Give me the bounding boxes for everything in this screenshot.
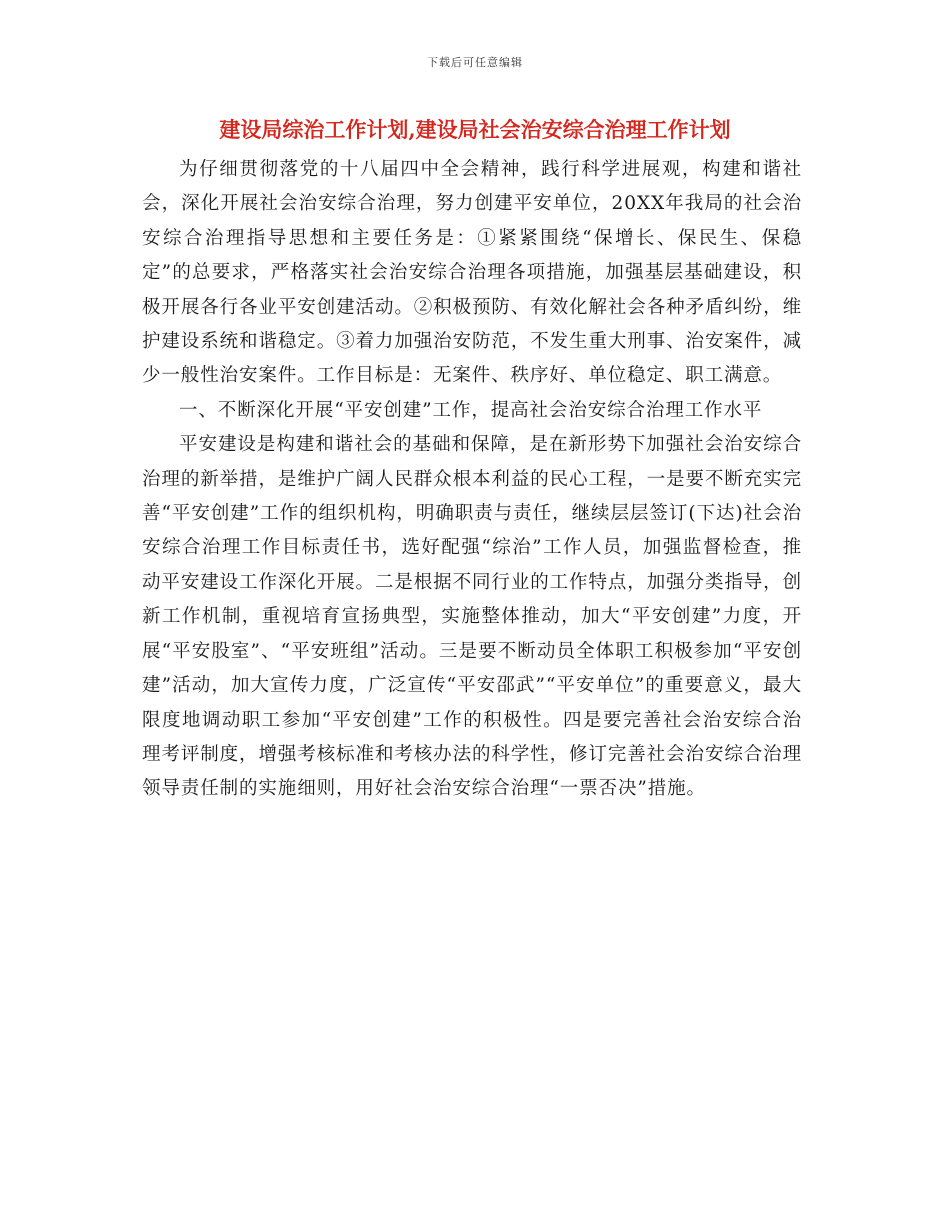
paragraph-section-1: 平安建设是构建和谐社会的基础和保障，是在新形势下加强社会治安综合治理的新举措，是维护广阔人民群众根本利益的民心工程，一是要不断充实完善“平安创建”工作的组织机构，明确职责与责任，继续层层签订(下达)社会治安综合治理工作目标责任书，选好配强“综治”工作人员，加强监督检查，推动平安建设工作深化开展。二是根据不同行业的工作特点，加强分类指导，创新工作机制，重视培育宣扬典型，实施整体推动，加大“平安创建”力度，开展“平安股室”、“平安班组”活动。三是要不断动员全体职工积极参加“平安创建”活动，加大宣传力度，广泛宣传“平安邵武”“平安单位”的重要意义，最大限度地调动职工参加“平安创建”工作的积极性。四是要完善社会治安综合治理考评制度，增强考核标准和考核办法的科学性，修订完善社会治安综合治理领导责任制的实施细则，用好社会治安综合治理“一票否决”措施。 (142, 434, 802, 800)
paragraph-intro: 为仔细贯彻落党的十八届四中全会精神，践行科学进展观，构建和谐社会，深化开展社会治安综合治理，努力创建平安单位，20XX年我局的社会治安综合治理指导思想和主要任务是：①紧紧围绕“保增长、保民生、保稳定”的总要求，严格落实社会治安综合治理各项措施，加强基层基础建设，积极开展各行各业平安创建活动。②积极预防、有效化解社会各种矛盾纠纷，维护建设系统和谐稳定。③着力加强治安防范，不发生重大刑事、治安案件，减少一般性治安案件。工作目标是：无案件、秩序好、单位稳定、职工满意。 (142, 159, 802, 387)
document-body (142, 153, 802, 807)
document-title: 建设局综治工作计划,建设局社会治安综合治理工作计划 (219, 117, 731, 142)
section-heading-1: 一、不断深化开展“平安创建”工作，提高社会治安综合治理工作水平 (179, 399, 763, 421)
header-note: 下载后可任意编辑 (427, 56, 523, 69)
